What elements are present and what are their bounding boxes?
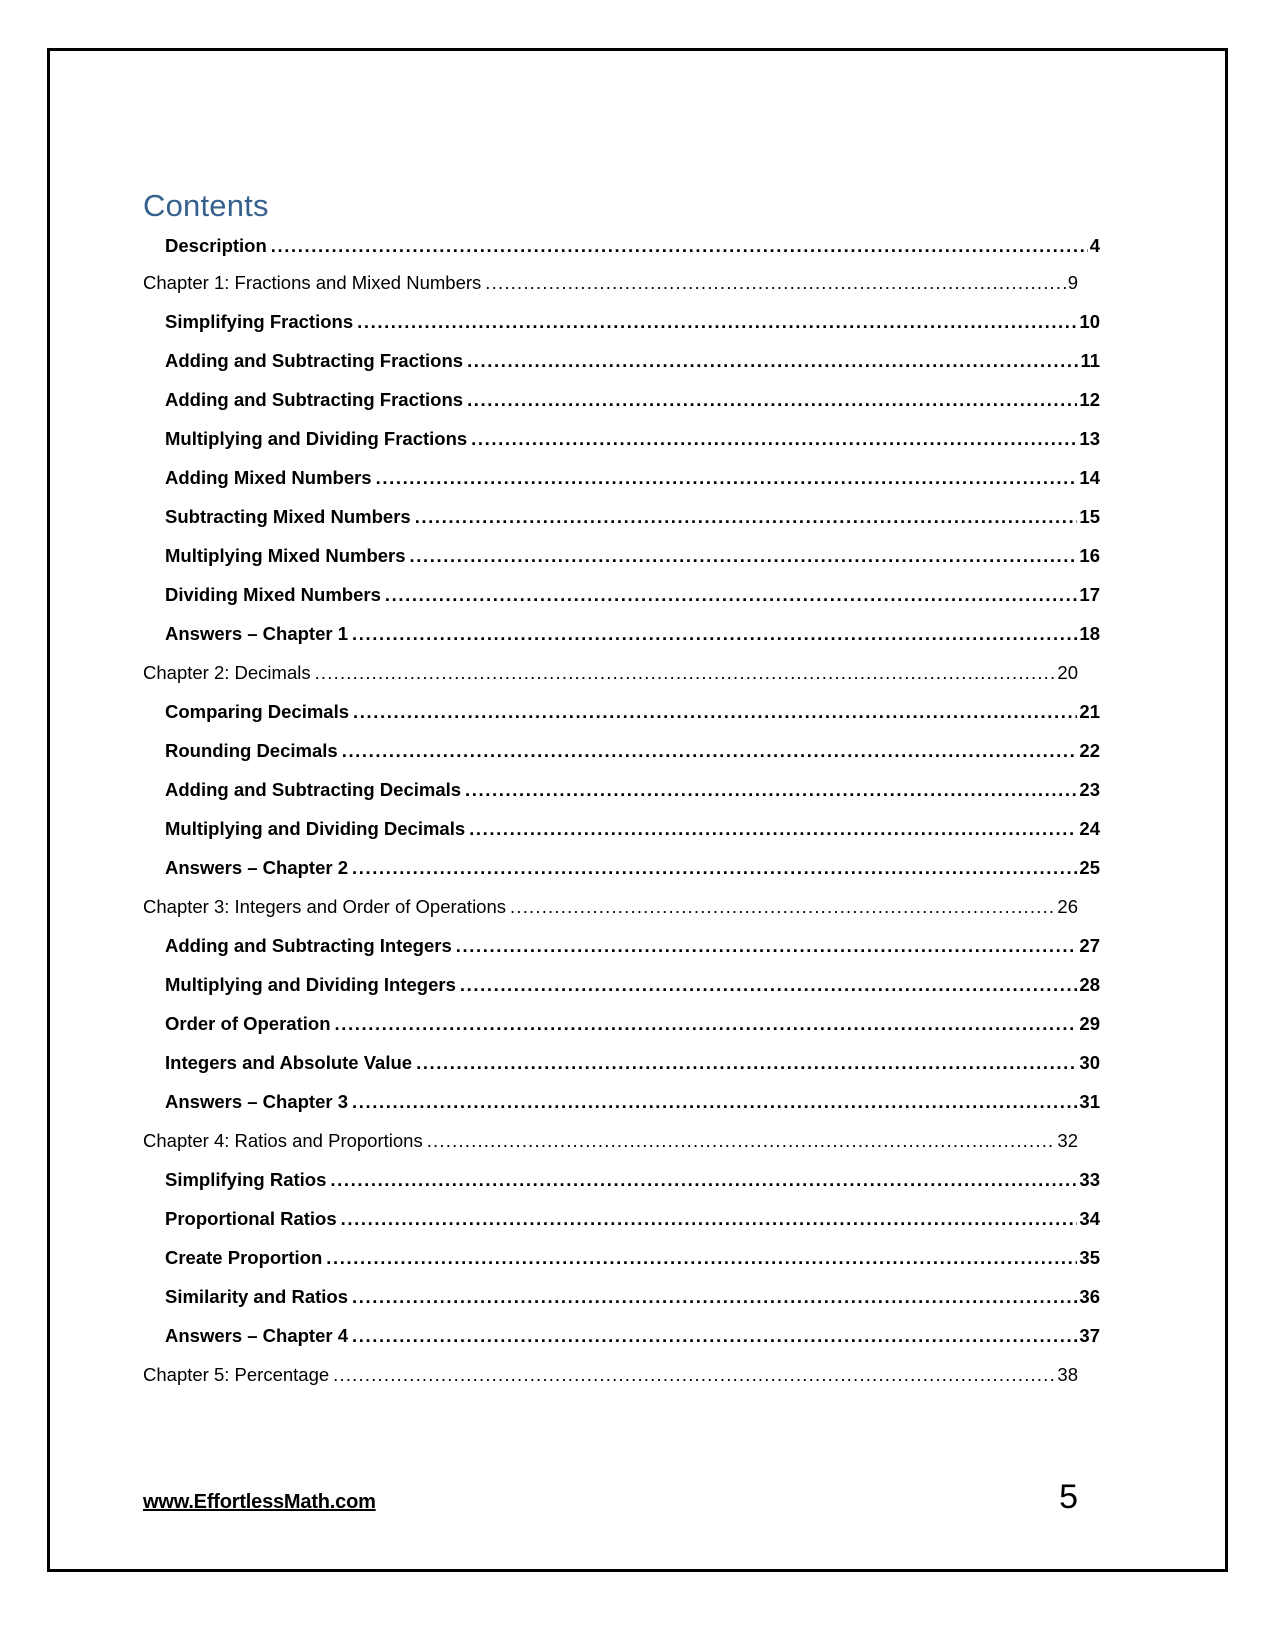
toc-entry-label: Simplifying Fractions	[165, 310, 354, 332]
toc-dot-leader	[456, 937, 1078, 956]
toc-section-row[interactable]	[143, 230, 1100, 264]
toc-dot-leader	[335, 1015, 1078, 1034]
toc-entry-label: Chapter 1: Fractions and Mixed Numbers	[143, 271, 482, 293]
toc-chapter-row[interactable]	[143, 1122, 1275, 1161]
toc-entry-page-number: 24	[1079, 817, 1100, 839]
toc-entry-page-number: 9	[1067, 271, 1078, 293]
toc-dot-leader	[352, 1288, 1077, 1307]
toc-section-row[interactable]	[143, 693, 1100, 732]
toc-entry-page-number: 34	[1079, 1207, 1100, 1229]
footer-row	[143, 1480, 1078, 1514]
toc-entry-page-number: 17	[1079, 583, 1100, 605]
toc-entry-label: Adding and Subtracting Fractions	[165, 349, 464, 371]
toc-dot-leader	[352, 625, 1077, 644]
toc-entry-label: Multiplying Mixed Numbers	[165, 544, 406, 566]
toc-dot-leader	[471, 430, 1077, 449]
toc-entry-label: Adding and Subtracting Fractions	[165, 388, 464, 410]
toc-entry-label: Description	[165, 235, 267, 257]
toc-section-row[interactable]	[143, 1044, 1100, 1083]
toc-entry-page-number: 22	[1079, 739, 1100, 761]
toc-entry-page-number: 33	[1079, 1168, 1100, 1190]
toc-entry-page-number: 28	[1079, 973, 1100, 995]
toc-section-row[interactable]	[143, 1278, 1100, 1317]
toc-entry-label: Similarity and Ratios	[165, 1285, 348, 1307]
toc-entry-label: Multiplying and Dividing Fractions	[165, 427, 468, 449]
toc-entry-page-number: 27	[1079, 934, 1100, 956]
toc-entry-label: Proportional Ratios	[165, 1207, 337, 1229]
toc-dot-leader	[271, 237, 1088, 256]
toc-entry-page-number: 10	[1079, 310, 1100, 332]
toc-entry-page-number: 38	[1057, 1363, 1078, 1385]
toc-dot-leader	[427, 1132, 1056, 1151]
toc-dot-leader	[352, 1327, 1077, 1346]
toc-dot-leader	[333, 1366, 1055, 1385]
toc-entry-label: Create Proportion	[165, 1246, 323, 1268]
website-link[interactable]: www.EffortlessMath.com	[143, 1491, 376, 1513]
toc-dot-leader	[415, 508, 1078, 527]
toc-section-row[interactable]	[143, 927, 1100, 966]
toc-section-row[interactable]	[143, 1239, 1100, 1278]
toc-dot-leader	[353, 703, 1077, 722]
toc-chapter-row[interactable]	[143, 888, 1275, 927]
toc-section-row[interactable]	[143, 1200, 1100, 1239]
toc-entry-page-number: 32	[1057, 1129, 1078, 1151]
toc-dot-leader	[510, 898, 1055, 917]
toc-entry-label: Multiplying and Dividing Integers	[165, 973, 456, 995]
toc-entry-page-number: 37	[1079, 1324, 1100, 1346]
toc-entry-page-number: 14	[1079, 466, 1100, 488]
toc-chapter-row[interactable]	[143, 264, 1275, 303]
toc-dot-leader	[357, 313, 1077, 332]
toc-section-row[interactable]	[143, 771, 1100, 810]
toc-section-row[interactable]	[143, 966, 1100, 1005]
toc-entry-label: Chapter 5: Percentage	[143, 1363, 330, 1385]
toc-entry-page-number: 16	[1079, 544, 1100, 566]
toc-entry-label: Integers and Absolute Value	[165, 1051, 413, 1073]
toc-entry-list	[143, 230, 1100, 1395]
toc-entry-page-number: 21	[1079, 700, 1100, 722]
toc-dot-leader	[376, 469, 1078, 488]
toc-section-row[interactable]	[143, 810, 1100, 849]
toc-entry-page-number: 29	[1079, 1012, 1100, 1034]
page-number: 5	[1059, 1478, 1078, 1516]
toc-chapter-row[interactable]	[143, 654, 1275, 693]
toc-section-row[interactable]	[143, 381, 1100, 420]
toc-entry-page-number: 11	[1080, 349, 1100, 371]
toc-entry-label: Chapter 3: Integers and Order of Operations	[143, 895, 507, 917]
toc-section-row[interactable]	[143, 615, 1100, 654]
toc-entry-label: Simplifying Ratios	[165, 1168, 327, 1190]
toc-dot-leader	[460, 976, 1078, 995]
toc-section-row[interactable]	[143, 342, 1100, 381]
page-title: Contents	[143, 188, 269, 223]
toc-entry-page-number: 35	[1079, 1246, 1100, 1268]
toc-entry-label: Rounding Decimals	[165, 739, 338, 761]
toc-dot-leader	[330, 1171, 1077, 1190]
toc-section-row[interactable]	[143, 1317, 1100, 1356]
toc-section-row[interactable]	[143, 303, 1100, 342]
toc-entry-label: Multiplying and Dividing Decimals	[165, 817, 466, 839]
toc-dot-leader	[410, 547, 1078, 566]
toc-section-row[interactable]	[143, 498, 1100, 537]
toc-dot-leader	[385, 586, 1078, 605]
toc-section-row[interactable]	[143, 537, 1100, 576]
toc-dot-leader	[465, 781, 1077, 800]
toc-dot-leader	[467, 352, 1078, 371]
toc-section-row[interactable]	[143, 459, 1100, 498]
toc-entry-page-number: 12	[1079, 388, 1100, 410]
toc-entry-page-number: 20	[1057, 661, 1078, 683]
toc-entry-page-number: 18	[1079, 622, 1100, 644]
toc-entry-page-number: 26	[1057, 895, 1078, 917]
toc-entry-page-number: 36	[1079, 1285, 1100, 1307]
toc-entry-page-number: 23	[1079, 778, 1100, 800]
toc-entry-page-number: 31	[1079, 1090, 1100, 1112]
toc-entry-label: Dividing Mixed Numbers	[165, 583, 381, 605]
toc-section-row[interactable]	[143, 1161, 1100, 1200]
toc-entry-label: Adding Mixed Numbers	[165, 466, 372, 488]
toc-entry-label: Chapter 2: Decimals	[143, 661, 311, 683]
toc-chapter-row[interactable]	[143, 1356, 1275, 1395]
toc-entry-label: Adding and Subtracting Decimals	[165, 778, 462, 800]
toc-entry-label: Answers – Chapter 2	[165, 856, 349, 878]
toc-entry-page-number: 30	[1079, 1051, 1100, 1073]
toc-entry-page-number: 25	[1079, 856, 1100, 878]
table-of-contents	[143, 188, 1100, 1395]
toc-entry-page-number: 4	[1089, 235, 1100, 257]
toc-entry-label: Adding and Subtracting Integers	[165, 934, 452, 956]
toc-section-row[interactable]	[143, 849, 1100, 888]
toc-entry-page-number: 13	[1079, 427, 1100, 449]
toc-dot-leader	[352, 859, 1077, 878]
toc-dot-leader	[341, 1210, 1078, 1229]
toc-entry-page-number: 15	[1079, 505, 1100, 527]
toc-entry-label: Answers – Chapter 4	[165, 1324, 349, 1346]
toc-dot-leader	[326, 1249, 1077, 1268]
toc-dot-leader	[467, 391, 1077, 410]
toc-entry-label: Order of Operation	[165, 1012, 331, 1034]
toc-section-row[interactable]	[143, 576, 1100, 615]
toc-dot-leader	[352, 1093, 1077, 1112]
toc-entry-label: Comparing Decimals	[165, 700, 350, 722]
toc-entry-label: Answers – Chapter 1	[165, 622, 349, 644]
toc-dot-leader	[416, 1054, 1077, 1073]
toc-entry-label: Chapter 4: Ratios and Proportions	[143, 1129, 423, 1151]
toc-section-row[interactable]	[143, 1083, 1100, 1122]
toc-section-row[interactable]	[143, 732, 1100, 771]
toc-dot-leader	[485, 274, 1065, 293]
toc-dot-leader	[469, 820, 1077, 839]
toc-entry-label: Subtracting Mixed Numbers	[165, 505, 411, 527]
toc-dot-leader	[315, 664, 1056, 683]
toc-section-row[interactable]	[143, 1005, 1100, 1044]
toc-dot-leader	[342, 742, 1078, 761]
toc-section-row[interactable]	[143, 420, 1100, 459]
toc-entry-label: Answers – Chapter 3	[165, 1090, 349, 1112]
